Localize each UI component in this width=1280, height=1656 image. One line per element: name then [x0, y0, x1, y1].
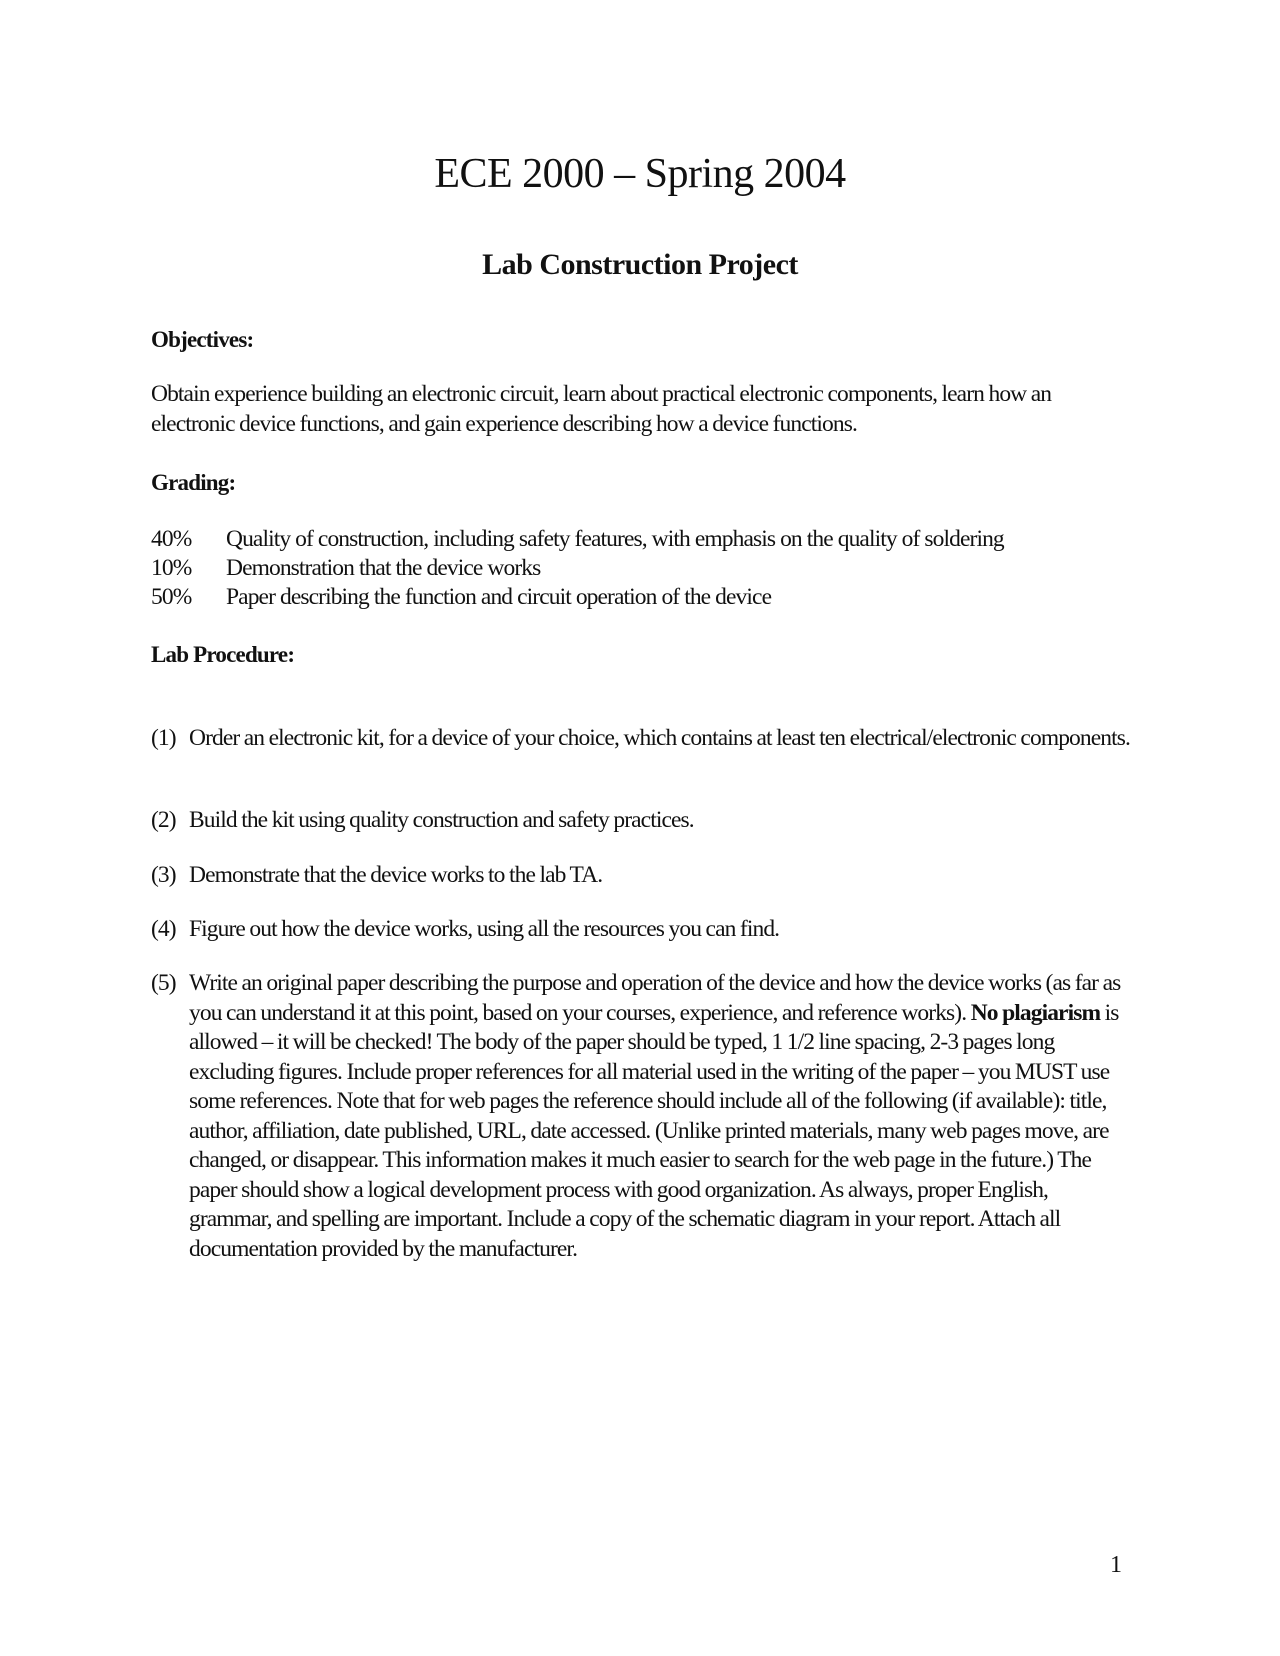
step-number: (5)	[151, 970, 176, 996]
procedure-step	[151, 724, 1131, 754]
page-number: 1	[1110, 1552, 1122, 1578]
grading-description: Paper describing the function and circuit operation of the device	[226, 584, 772, 610]
procedure-heading: Lab Procedure:	[151, 642, 295, 667]
no-plagiarism-emphasis: No plagiarism	[970, 999, 1101, 1026]
grading-percent: 40%	[151, 526, 192, 552]
grading-percent: 50%	[151, 584, 192, 610]
grading-description: Demonstration that the device works	[226, 555, 541, 581]
step-text: Figure out how the device works, using all the resources you can find.	[189, 916, 780, 942]
step-number: (2)	[151, 807, 176, 833]
step-text-intro: Write an original paper describing the purpose and operation of the device and how the device works (as far as you can understand it at this point, based on your courses, experience, and reference works).	[189, 970, 1121, 1026]
step-text: Build the kit using quality construction and safety practices.	[189, 807, 694, 833]
objectives-text: Obtain experience building an electronic circuit, learn about practical electronic components, learn how an electronic device functions, and gain experience describing how a device functions.	[151, 381, 1052, 437]
step-text: Demonstrate that the device works to the lab TA.	[189, 862, 603, 888]
step-number: (1)	[151, 725, 176, 751]
step-number: (4)	[151, 916, 176, 942]
course-title: ECE 2000 – Spring 2004	[434, 151, 846, 197]
project-title: Lab Construction Project	[482, 248, 798, 281]
objectives-heading: Objectives:	[151, 327, 254, 352]
step-text: Order an electronic kit, for a device of your choice, which contains at least ten electrical/electronic components.	[189, 725, 1130, 751]
grading-item	[151, 554, 540, 583]
grading-item	[151, 525, 1004, 554]
step-number: (3)	[151, 862, 176, 888]
grading-item	[151, 583, 771, 612]
procedure-step	[151, 915, 1131, 945]
procedure-step	[151, 806, 1131, 836]
procedure-step	[151, 861, 1131, 891]
step-text	[189, 969, 1131, 1264]
grading-heading: Grading:	[151, 470, 236, 495]
grading-percent: 10%	[151, 555, 192, 581]
grading-description: Quality of construction, including safety features, with emphasis on the quality of soldering	[226, 526, 1004, 552]
procedure-step	[151, 969, 1131, 1264]
step-text-details: is allowed – it will be checked! The body of the paper should be typed, 1 1/2 line spacing, 2-3 pages long excluding figures. Include proper references for all material used in the writing of the paper – you MUST use some references. Note that for web pages the reference should include all of the following (if available): title, author, affiliation, date published, URL, date accessed. (Unlike printed materials, many web pages move, are changed, or disappear. This information makes it much easier to search for the web page in the future.) The paper should show a logical development process with good organization. As always, proper English, grammar, and spelling are important. Include a copy of the schematic diagram in your report. Attach all documentation provided by the manufacturer.	[189, 999, 1119, 1262]
